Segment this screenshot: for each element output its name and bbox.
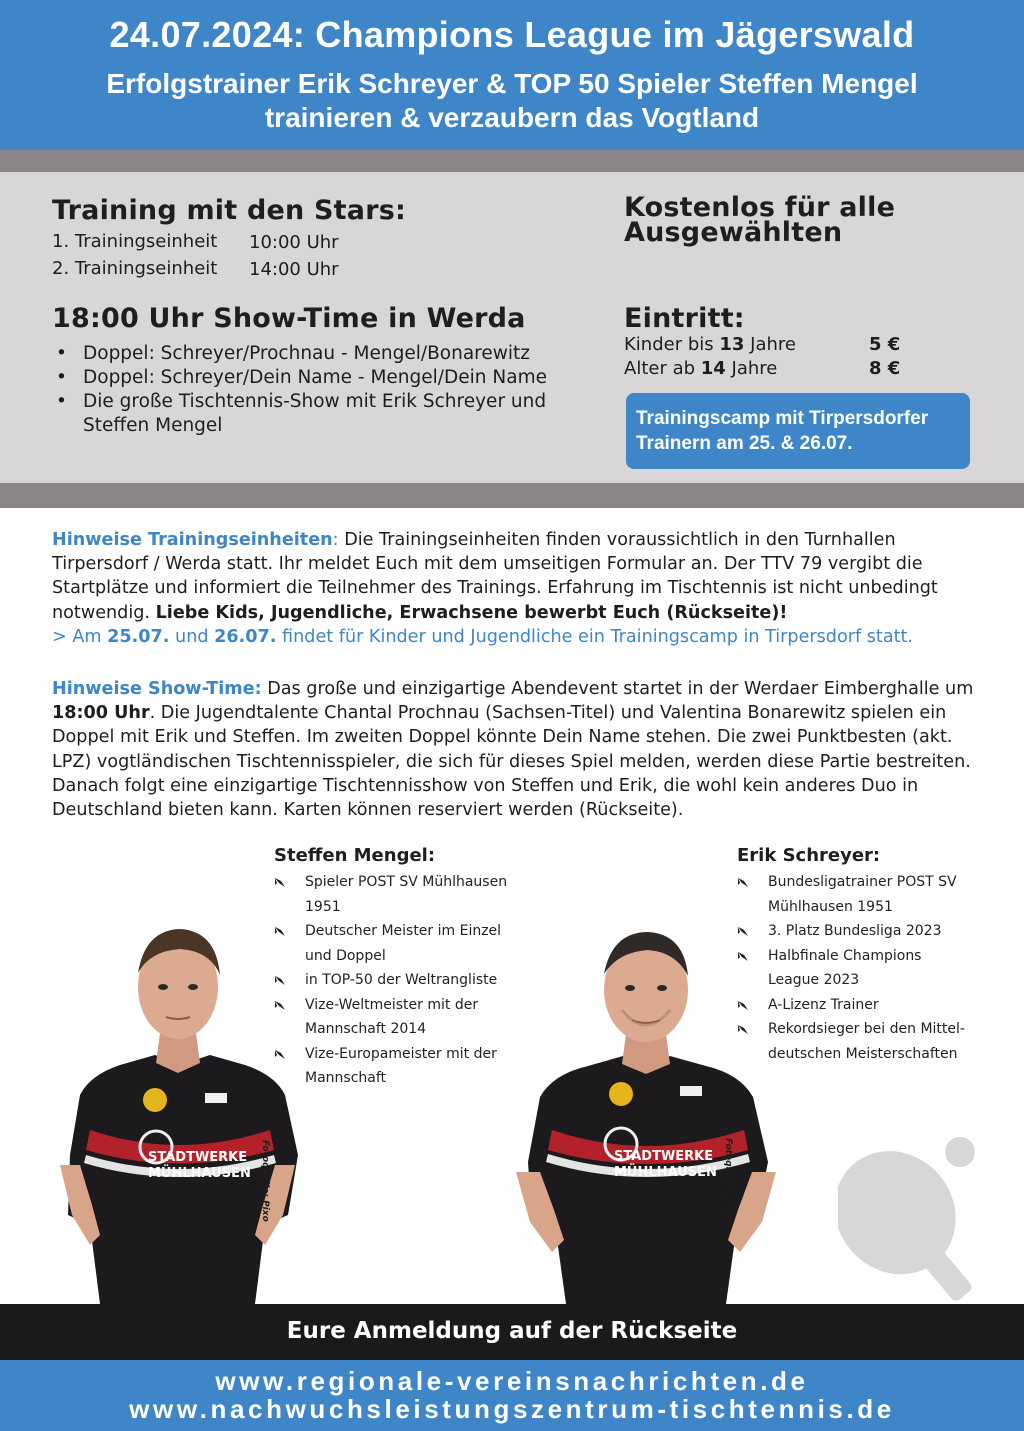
list-item — [52, 414, 592, 438]
list-item — [274, 944, 524, 969]
list-item-text: Die große Tischtennis-Show mit Erik Schreyer und — [83, 391, 547, 412]
show-program-list — [52, 342, 592, 438]
shirt-sponsor-text: MÜHLHAUSEN — [614, 1165, 717, 1180]
hinweise-show-time: 18:00 Uhr — [52, 703, 150, 724]
list-item-text: Steffen Mengel — [83, 415, 223, 436]
list-item-text: Mannschaft — [305, 1070, 387, 1086]
list-item — [52, 390, 592, 414]
hinweise-training-colon: : — [332, 530, 339, 550]
list-item-text: A-Lizenz Trainer — [768, 996, 879, 1013]
list-item — [52, 366, 592, 390]
list-item-text: 3. Platz Bundesliga 2023 — [768, 923, 942, 939]
list-item-text: deutschen Meisterschaften — [768, 1045, 958, 1062]
price-row-text: Kinder bis — [624, 334, 720, 355]
list-item — [274, 895, 524, 920]
price-row-age: 14 — [700, 358, 726, 379]
list-item — [274, 993, 524, 1018]
training-heading: Training mit den Stars: — [52, 195, 406, 226]
hinweise-show-text-1: Das große und einzigartige Abendevent startet in der Werdaer Eimberghalle um — [261, 679, 974, 699]
price-adults: 8 € — [869, 358, 901, 379]
schreyer-name: Erik Schreyer: — [737, 845, 881, 866]
header-banner — [0, 0, 1024, 150]
list-item-text: Doppel: Schreyer/Prochnau - Mengel/Bonarewitz — [83, 343, 530, 364]
camp-line-mid: und — [169, 626, 215, 647]
paddle-bullet-icon — [737, 876, 749, 888]
erik-schreyer-photo — [508, 922, 783, 1304]
training-session-2-time: 14:00 Uhr — [249, 259, 339, 280]
list-item — [274, 1017, 524, 1042]
list-item — [737, 870, 987, 895]
header-subtitle-1: Erfolgstrainer Erik Schreyer & TOP 50 Spieler Steffen Mengel — [106, 68, 918, 99]
list-item — [274, 1066, 524, 1091]
price-row-age: 13 — [719, 334, 745, 355]
training-session-1-label: 1. Trainingseinheit — [52, 231, 218, 252]
price-row-adults — [624, 358, 777, 379]
list-item-text: Mühlhausen 1951 — [768, 898, 893, 915]
header-subtitle-2: trainieren & verzaubern das Vogtland — [264, 102, 760, 133]
shirt-sponsor-text: MÜHLHAUSEN — [148, 1166, 251, 1181]
list-item — [52, 342, 592, 366]
list-item-text: Halbfinale Champions — [768, 947, 922, 964]
bullet-icon: • — [56, 367, 67, 388]
photo-credit-mengel: Fotoquelle: Pixo — [260, 1140, 270, 1222]
list-item-text: Vize-Europameister mit der — [305, 1045, 497, 1062]
price-kids: 5 € — [869, 334, 901, 355]
list-item-text: und Doppel — [305, 947, 386, 964]
list-item-text: Rekordsieger bei den Mittel- — [768, 1021, 965, 1037]
hinweise-show-text-2: . Die Jugendtalente Chantal Prochnau (Sachsen-Titel) und Valentina Bonarewitz spielen ein Doppel mit Erik und Steffen. Im zweiten Doppel könnte Dein Name stehen. Die zwei Punktbesten (akt. LPZ) vogtländischen Tischtennisspieler, die sich für dieses Spiel melden, werden diese Partie bestreiten. Danach folgt eine einzigartige Tischtennisshow von Steffen und Erik, die wohl kein anderes Duo in Deutschland bieten kann. Karten können reserviert werden (Rückseite). — [52, 703, 971, 821]
free-heading-line-2: Ausgewählten — [624, 217, 843, 248]
list-item-text: 1951 — [305, 898, 341, 915]
price-row-text: Jahre — [725, 358, 778, 379]
price-row-kids — [624, 334, 796, 355]
list-item-text: Doppel: Schreyer/Dein Name - Mengel/Dein Name — [83, 367, 547, 388]
hinweise-show-label: Hinweise Show-Time: — [52, 679, 262, 699]
list-item-text: Deutscher Meister im Einzel — [305, 923, 502, 939]
hinweise-show-paragraph — [52, 677, 982, 822]
bullet-icon: • — [56, 391, 67, 412]
training-session-2-label: 2. Trainingseinheit — [52, 258, 218, 279]
hinweise-training-callout: Liebe Kids, Jugendliche, Erwachsene bewerbt Euch (Rückseite)! — [155, 602, 788, 623]
eintritt-heading: Eintritt: — [624, 303, 745, 334]
hinweise-training-paragraph — [52, 528, 982, 649]
photo-credit-schreyer: Fotoquelle: Pixo — [723, 1138, 733, 1220]
signup-banner: Eure Anmeldung auf der Rückseite — [0, 1304, 1024, 1360]
camp-line-date-1: 25.07. — [107, 626, 170, 647]
camp-line-date-2: 26.07. — [214, 626, 277, 647]
shirt-sponsor-text: STADTWERKE — [614, 1149, 714, 1164]
mengel-facts-list — [274, 870, 524, 1091]
table-tennis-paddle-icon — [838, 1128, 988, 1304]
trainingscamp-line-2: Trainern am 25. & 26.07. — [636, 433, 853, 454]
list-item-text: League 2023 — [768, 972, 860, 988]
price-row-text: Jahre — [744, 334, 796, 355]
steffen-mengel-photo — [50, 915, 305, 1304]
paddle-bullet-icon — [274, 876, 286, 888]
list-item-text: Mannschaft 2014 — [305, 1021, 427, 1037]
show-heading: 18:00 Uhr Show-Time in Werda — [52, 303, 526, 334]
divider-bar-bottom — [0, 483, 1024, 508]
list-item-text: Spieler POST SV Mühlhausen — [305, 874, 508, 890]
price-row-text: Alter ab — [624, 358, 701, 379]
footer-links — [0, 1360, 1024, 1431]
divider-bar-top — [0, 150, 1024, 172]
hinweise-camp-line — [52, 627, 913, 647]
hinweise-training-text: Die Trainingseinheiten finden voraussichtlich in den Turnhallen Tirpersdorf / Werda statt. Ihr meldet Euch mit dem umseitigen Formular an. Der TTV 79 vergibt die Startplätze und informiert die Teilnehmer des Trainings. Erfahrung im Tischtennis ist nicht unbedingt notwendig. — [52, 530, 938, 623]
website-link-vereinsnachrichten[interactable]: www.regionale-vereinsnachrichten.de — [215, 1366, 809, 1396]
list-item — [274, 1042, 524, 1067]
free-heading-line-1: Kostenlos für alle — [624, 192, 896, 223]
mengel-name: Steffen Mengel: — [274, 845, 436, 866]
free-heading — [624, 192, 896, 248]
list-item-text: Vize-Weltmeister mit der — [305, 996, 479, 1013]
training-session-1-time: 10:00 Uhr — [249, 232, 339, 253]
bullet-icon: • — [56, 343, 67, 364]
trainingscamp-box — [626, 393, 970, 469]
camp-line-prefix: > Am — [52, 626, 108, 647]
shirt-sponsor-text: STADTWERKE — [148, 1150, 248, 1165]
list-item-text: Bundesligatrainer POST SV — [768, 874, 957, 890]
camp-line-suffix: findet für Kinder und Jugendliche ein Trainingscamp in Tirpersdorf statt. — [276, 626, 913, 647]
hinweise-training-label: Hinweise Trainingseinheiten — [52, 530, 333, 550]
list-item — [274, 870, 524, 895]
page-title: 24.07.2024: Champions League im Jägerswald — [109, 14, 915, 55]
trainingscamp-line-1: Trainingscamp mit Tirpersdorfer — [636, 408, 929, 429]
list-item-text: in TOP-50 der Weltrangliste — [305, 972, 498, 988]
list-item — [274, 919, 524, 944]
website-link-nachwuchsleistungszentrum[interactable]: www.nachwuchsleistungszentrum-tischtennis.de — [129, 1394, 895, 1424]
list-item — [737, 895, 987, 920]
list-item — [274, 968, 524, 993]
